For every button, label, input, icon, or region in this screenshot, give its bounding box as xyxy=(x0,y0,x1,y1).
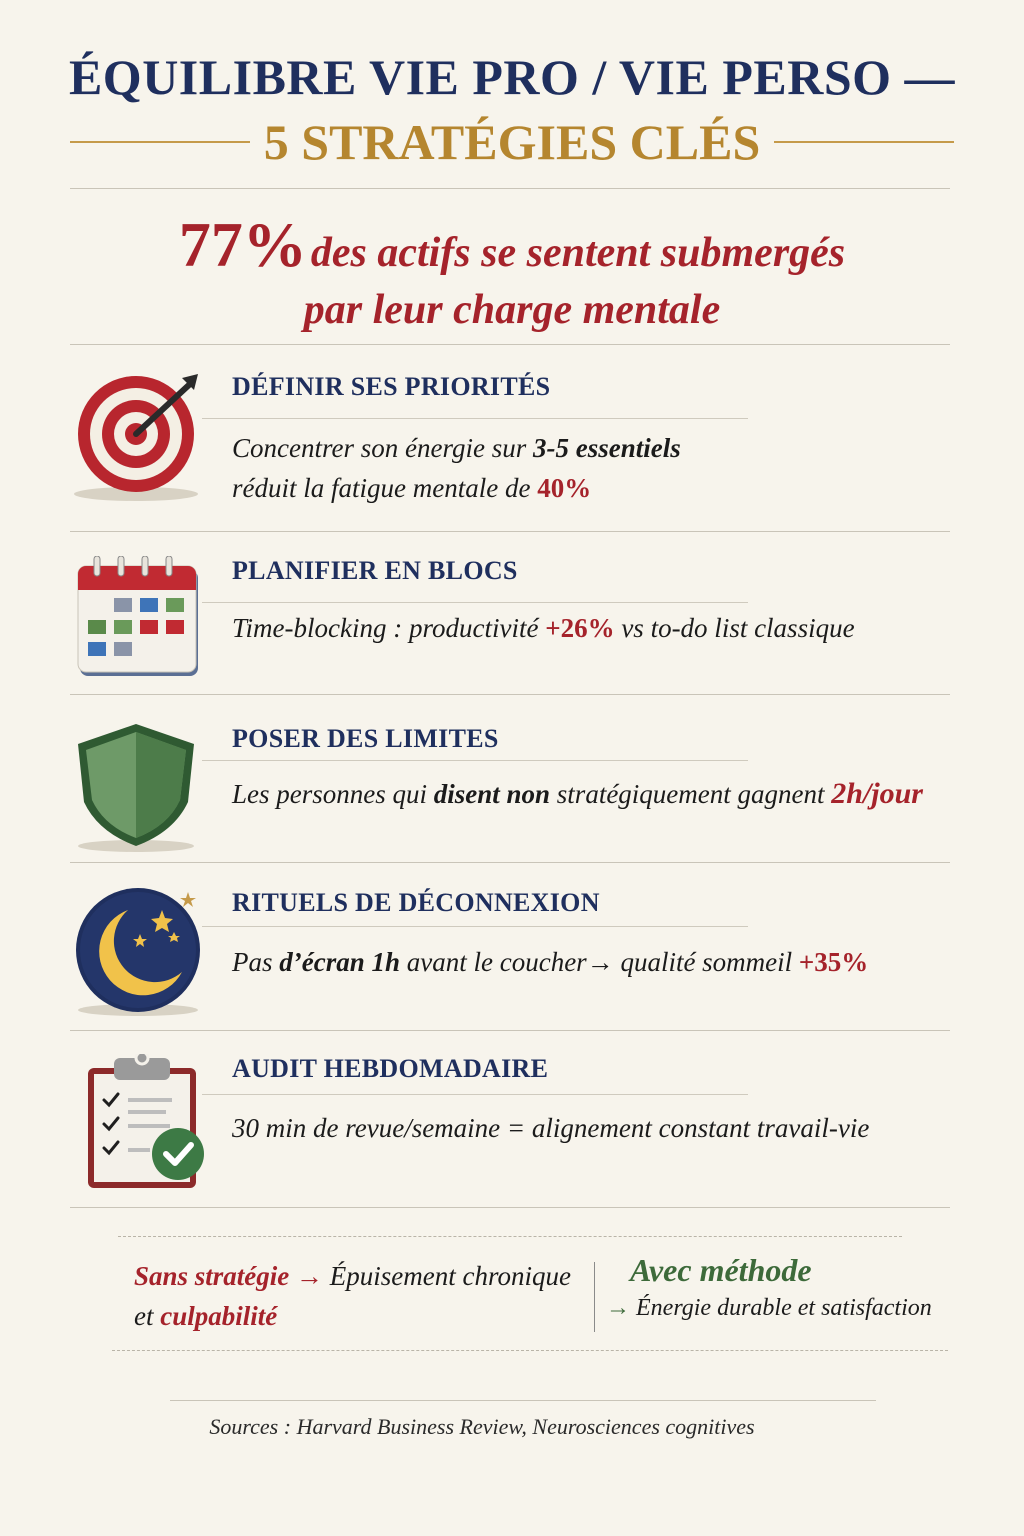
text: et xyxy=(134,1301,161,1331)
stat-line-2: par leur charge mentale xyxy=(303,287,721,333)
subtitle-rule-left xyxy=(70,141,250,143)
text: Time-blocking : productivité xyxy=(232,613,546,643)
text: vs to-do list classique xyxy=(614,613,855,643)
dashed-divider xyxy=(118,1236,902,1237)
divider xyxy=(70,188,950,189)
text: Épuisement chronique xyxy=(323,1261,571,1291)
subtitle-row xyxy=(70,112,954,172)
text: Les personnes qui xyxy=(232,779,434,809)
title-rule xyxy=(202,602,748,603)
with-method xyxy=(606,1252,932,1322)
divider xyxy=(70,1207,950,1208)
text: réduit la fatigue mentale de xyxy=(232,473,538,503)
strategy-title: AUDIT HEBDOMADAIRE xyxy=(232,1054,549,1083)
divider xyxy=(70,531,950,532)
highlight-value: +26% xyxy=(545,613,615,643)
highlight-value: +35% xyxy=(798,947,869,977)
strategy-title: POSER DES LIMITES xyxy=(232,724,499,753)
strategy-time-blocking xyxy=(70,556,950,686)
without-strategy xyxy=(134,1256,571,1336)
emphasis: d’écran 1h xyxy=(279,947,400,977)
sources: Sources : Harvard Business Review, Neurosciences cognitives xyxy=(209,1414,755,1439)
without-label: Sans stratégie xyxy=(134,1261,290,1291)
divider xyxy=(70,862,950,863)
arrow-icon: → xyxy=(606,1295,630,1321)
clipboard-check-icon xyxy=(70,1054,210,1194)
emphasis: 3-5 essentiels xyxy=(532,433,681,463)
strategy-title: DÉFINIR SES PRIORITÉS xyxy=(232,372,551,401)
strategy-description xyxy=(232,774,923,814)
text: 30 min de revue/semaine = alignement constant travail-vie xyxy=(232,1113,870,1143)
subtitle-rule-right xyxy=(774,141,954,143)
emphasis: disent non xyxy=(433,779,551,809)
strategy-disconnection xyxy=(70,888,950,1018)
page-title: ÉQUILIBRE VIE PRO / VIE PERSO — xyxy=(68,49,956,105)
stat-percent: 77% xyxy=(178,209,307,280)
strategy-title: RITUELS DE DÉCONNEXION xyxy=(232,888,600,917)
target-icon xyxy=(70,372,210,502)
text: qualité sommeil xyxy=(613,947,799,977)
title-rule xyxy=(202,760,748,761)
text: stratégiquement gagnent xyxy=(550,779,832,809)
text: avant le coucher xyxy=(400,947,587,977)
divider xyxy=(70,694,950,695)
dashed-divider xyxy=(112,1350,948,1351)
divider xyxy=(70,1030,950,1031)
divider xyxy=(70,344,950,345)
strategy-description xyxy=(232,942,868,982)
strategy-weekly-audit xyxy=(70,1054,950,1194)
shield-icon xyxy=(70,724,210,854)
title-rule xyxy=(202,926,748,927)
divider xyxy=(170,1400,876,1401)
strategy-description xyxy=(232,428,681,508)
strategy-title: PLANIFIER EN BLOCS xyxy=(232,556,518,585)
arrow-icon: → xyxy=(586,947,614,977)
stat-line-1: des actifs se sentent submergés xyxy=(310,230,846,276)
arrow-icon: → xyxy=(296,1261,324,1291)
text: Concentrer son énergie sur xyxy=(232,433,533,463)
strategy-limits xyxy=(70,724,950,854)
strategy-priorities xyxy=(70,372,950,512)
key-statistic xyxy=(0,208,1024,334)
moon-icon xyxy=(70,888,210,1018)
text: Pas xyxy=(232,947,280,977)
title-rule xyxy=(202,1094,748,1095)
with-label: Avec méthode xyxy=(630,1252,812,1288)
page-subtitle: 5 STRATÉGIES CLÉS xyxy=(263,114,761,170)
text: Énergie durable et satisfaction xyxy=(630,1295,932,1321)
strategy-description xyxy=(232,1108,869,1148)
calendar-icon xyxy=(70,556,210,686)
highlight-value: 2h/jour xyxy=(831,777,923,810)
strategy-description xyxy=(232,608,855,648)
emphasis: culpabilité xyxy=(160,1301,278,1331)
vertical-separator xyxy=(594,1262,595,1332)
highlight-value: 40% xyxy=(537,473,592,503)
title-rule xyxy=(202,418,748,419)
